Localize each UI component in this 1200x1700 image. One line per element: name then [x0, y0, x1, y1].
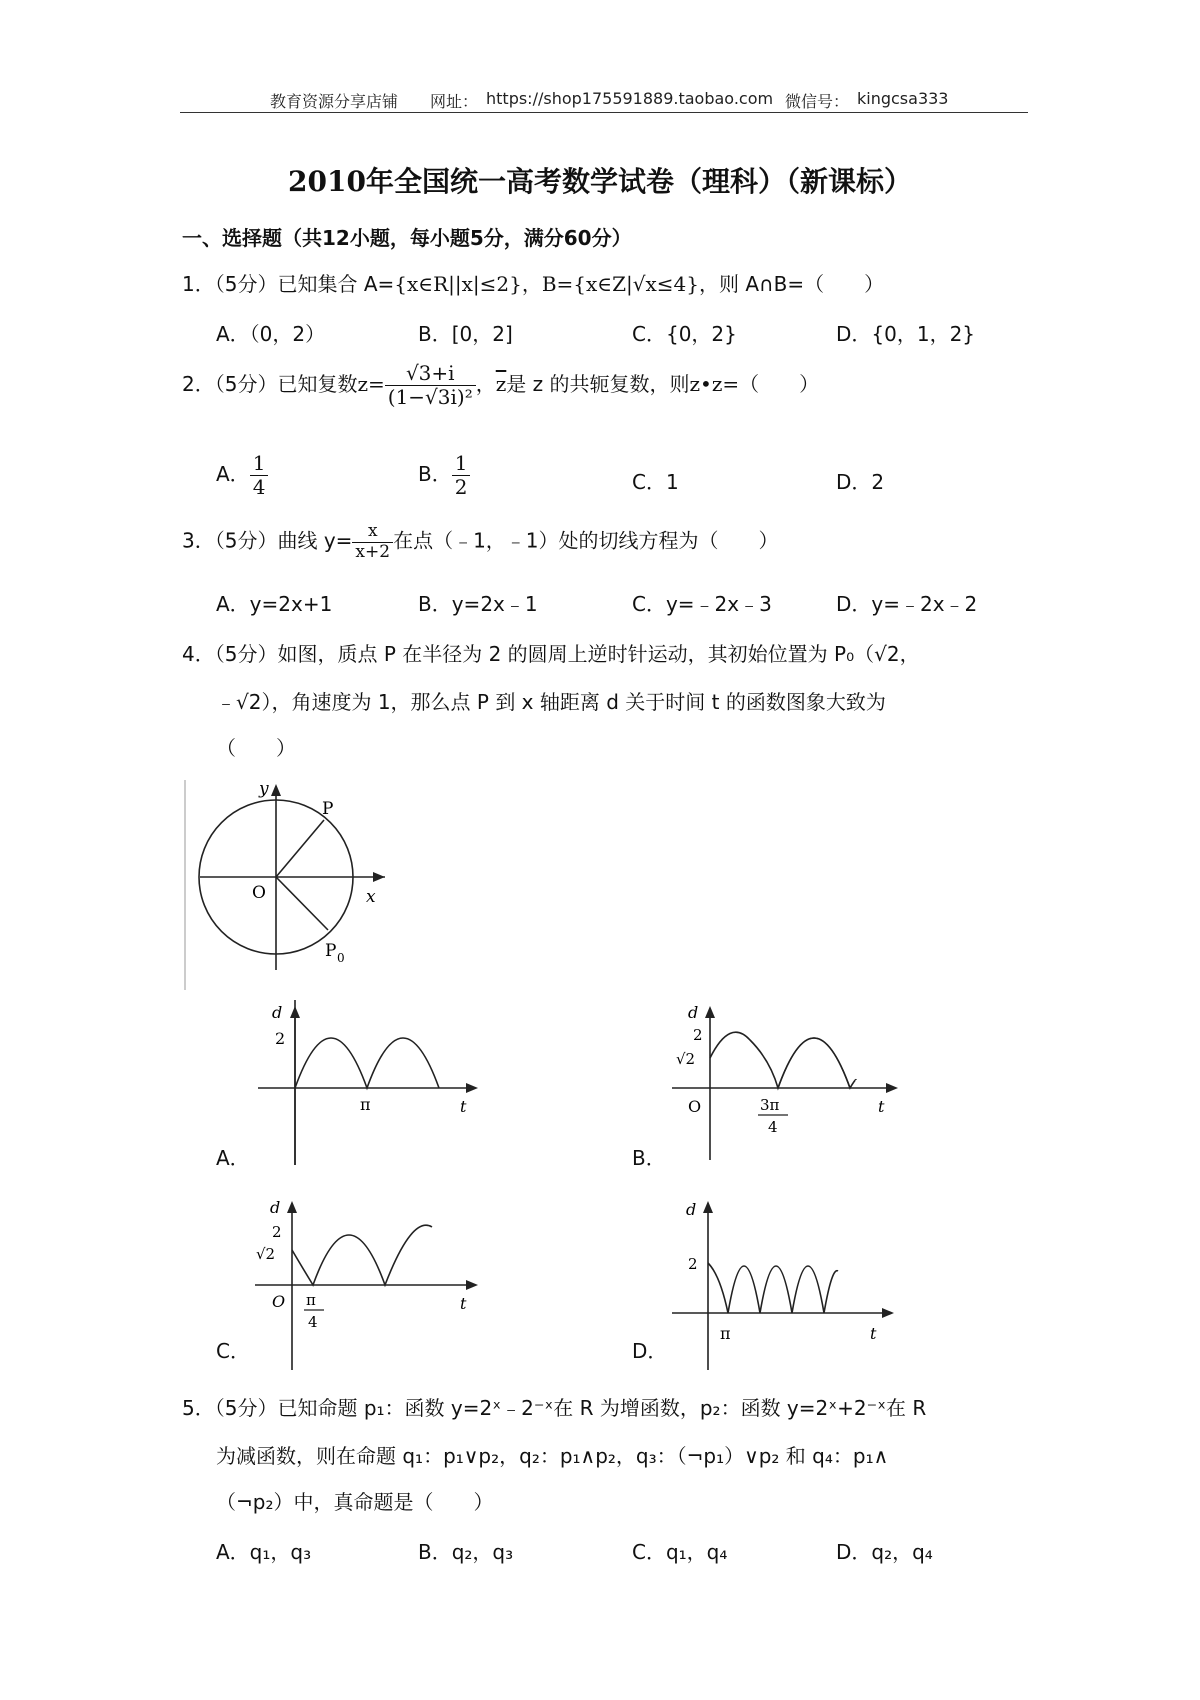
q1-number: 1．: [182, 272, 215, 296]
q2-option-b-fraction: [452, 452, 471, 499]
q3-fraction: [352, 522, 393, 562]
d-label: d: [270, 1198, 281, 1217]
t-axis-arrow-icon: [466, 1083, 478, 1093]
q4-number: 4．: [182, 642, 215, 666]
q4-option-c-letter: C．: [216, 1339, 250, 1363]
q5-score: （5分）: [214, 1396, 278, 1420]
tick-num-label: π: [306, 1291, 316, 1309]
d-label: d: [688, 1003, 699, 1022]
radius-p0: [276, 877, 328, 930]
q4-graph-d: [660, 1195, 910, 1375]
t-axis-arrow-icon: [886, 1083, 898, 1093]
t-label: t: [460, 1294, 467, 1313]
q1-text-b: ，则 A∩B=（ ）: [698, 272, 885, 296]
q2-z-eq: z=: [357, 372, 385, 396]
q1-option-d: D．{0，1，2}: [836, 322, 976, 346]
origin-label: O: [688, 1097, 702, 1116]
q2-product: z•z=: [689, 372, 740, 396]
q4-circle-figure: [180, 780, 410, 990]
q3-text-a: 曲线 y=: [277, 528, 353, 553]
d-curve: [295, 1038, 439, 1088]
d-axis-arrow-icon: [705, 1006, 715, 1018]
x-axis-label: x: [366, 887, 376, 907]
page-title: 2010年全国统一高考数学试卷（理科）（新课标）: [288, 165, 912, 198]
sqrt2-label: √2: [676, 1050, 696, 1068]
two-label: 2: [693, 1026, 703, 1044]
x-axis-arrow-icon: [373, 872, 385, 882]
q5-option-d: D．q₂，q₄: [836, 1540, 933, 1564]
header-wechat-label: 微信号：: [785, 92, 850, 111]
q4-option-b-letter: B．: [632, 1146, 666, 1170]
q2-option-a-den: 4: [252, 475, 266, 499]
q1-sep: ，: [521, 272, 542, 296]
q4-option-d-letter: D．: [632, 1339, 668, 1363]
header-divider: [180, 112, 1028, 113]
t-axis-arrow-icon: [466, 1280, 478, 1290]
q3-frac-den: x+2: [355, 541, 391, 562]
q2-option-a-num: 1: [250, 452, 269, 476]
d-axis-arrow-icon: [287, 1201, 297, 1213]
q2-option-c-letter: C．: [632, 470, 666, 494]
q3-option-d: D．y=﹣2x﹣2: [836, 592, 978, 616]
d-label: d: [686, 1200, 697, 1219]
q2-option-a-letter: A．: [216, 462, 250, 486]
q5-option-a: A．q₁，q₃: [216, 1540, 312, 1564]
q2-option-c-value: 1: [665, 470, 679, 494]
q2-option-c: [632, 466, 679, 495]
q2-option-a: [216, 452, 268, 499]
p-label: P: [322, 799, 334, 819]
q4-line1: 如图，质点 P 在半径为 2 的圆周上逆时针运动，其初始位置为 P₀（√2，: [277, 642, 920, 666]
header-wechat-id: kingcsa333: [857, 89, 949, 108]
d-curve: [292, 1225, 432, 1285]
q3-option-c: C．y=﹣2x﹣3: [632, 592, 772, 616]
q2-option-d-letter: D．: [836, 470, 872, 494]
tick-den-label: 4: [768, 1118, 778, 1136]
q2-text-a: 已知复数: [277, 372, 358, 396]
y-axis-arrow-icon: [271, 784, 281, 796]
q3-text-b: 在点（﹣1，﹣1）处的切线方程为（ ）: [393, 528, 779, 553]
q1-option-a: A．（0，2）: [216, 322, 326, 346]
q5-option-c: C．q₁，q₄: [632, 1540, 728, 1564]
question-5: [182, 1392, 926, 1421]
question-2: [182, 362, 819, 409]
d-label: d: [272, 1003, 283, 1022]
origin-label: O: [252, 883, 266, 903]
q2-fraction: [385, 362, 476, 409]
section-title: 一、选择题（共12小题，每小题5分，满分60分）: [182, 226, 632, 250]
d-axis-arrow-icon: [703, 1201, 713, 1213]
pi-tick-label: π: [360, 1095, 371, 1114]
q2-comma: ，: [475, 372, 496, 396]
q2-text-b: 是 z 的共轭复数，则: [506, 372, 690, 396]
d-curve: [710, 1032, 856, 1088]
q2-frac-den: (1−√3i)²: [387, 385, 473, 409]
q2-option-d-value: 2: [871, 470, 885, 494]
question-1: [182, 268, 884, 297]
t-label: t: [460, 1097, 467, 1116]
two-label: 2: [272, 1223, 282, 1241]
q2-option-d: [836, 466, 884, 495]
q5-number: 5．: [182, 1396, 215, 1420]
q3-option-a: A．y=2x+1: [216, 592, 333, 616]
q5-line3: （¬p₂）中，真命题是（ ）: [216, 1490, 494, 1514]
sqrt2-label: √2: [256, 1245, 276, 1263]
y-axis-label: y: [259, 780, 269, 799]
q2-option-b-num: 1: [452, 452, 471, 476]
q4-score: （5分）: [214, 642, 278, 666]
q2-zbar: $\overline{z}$: [495, 372, 507, 396]
q2-score: （5分）: [214, 372, 278, 396]
header-shop: 教育资源分享店铺: [270, 92, 399, 111]
p0-label: P: [325, 941, 337, 961]
d-curve: [708, 1263, 838, 1313]
q3-score: （5分）: [214, 528, 278, 553]
p0-subscript: 0: [337, 951, 345, 965]
question-4: [182, 638, 920, 667]
d-axis-arrow-icon: [290, 1006, 300, 1018]
q4-graph-b: [660, 1000, 910, 1170]
q5-option-b: B．q₂，q₃: [418, 1540, 514, 1564]
t-label: t: [870, 1324, 877, 1343]
q4-graph-a: [250, 1000, 490, 1170]
pi-tick-label: π: [720, 1324, 731, 1343]
q2-option-a-fraction: [250, 452, 269, 499]
header-site-label: 网址：: [430, 92, 479, 111]
q2-option-b-letter: B．: [418, 462, 452, 486]
q2-number: 2．: [182, 372, 215, 396]
two-label: 2: [688, 1255, 698, 1273]
q4-line2: ﹣√2），角速度为 1，那么点 P 到 x 轴距离 d 关于时间 t 的函数图象大致为: [216, 690, 886, 714]
q4-line3: （ ）: [216, 736, 296, 760]
q2-paren: （ ）: [739, 372, 820, 396]
q3-frac-num: x: [352, 522, 393, 543]
t-label: t: [878, 1097, 885, 1116]
d-curve-second-hump: [778, 1038, 850, 1088]
two-label: 2: [275, 1029, 286, 1048]
question-3: [182, 522, 779, 562]
q4-option-a-letter: A．: [216, 1146, 250, 1170]
q3-option-b: B．y=2x﹣1: [418, 592, 538, 616]
origin-label: O: [272, 1292, 286, 1311]
q4-graph-c: [250, 1195, 490, 1375]
q2-option-b-den: 2: [454, 475, 468, 499]
q1-text-a: 已知集合 A=: [277, 272, 395, 296]
tick-den-label: 4: [308, 1313, 318, 1331]
q5-line2: 为减函数，则在命题 q₁：p₁∨p₂，q₂：p₁∧p₂，q₃：（¬p₁）∨p₂ 和 q₄：p₁∧: [216, 1444, 889, 1468]
q1-option-c: C．{0，2}: [632, 322, 737, 346]
q1-set-a: {x∈R||x|≤2}: [394, 272, 522, 296]
q2-option-b: [418, 452, 470, 499]
t-axis-arrow-icon: [882, 1308, 894, 1318]
q1-score: （5分）: [214, 272, 278, 296]
radius-p: [276, 820, 324, 877]
q5-line1: 已知命题 p₁：函数 y=2ˣ﹣2⁻ˣ在 R 为增函数，p₂：函数 y=2ˣ+2⁻ˣ在 R: [277, 1396, 927, 1420]
q1-option-b: B．[0，2]: [418, 322, 513, 346]
q3-number: 3．: [182, 528, 215, 553]
tick-num-label: 3π: [760, 1096, 780, 1114]
q2-frac-num: √3+i: [385, 362, 476, 386]
header-site-url: https://shop175591889.taobao.com: [486, 89, 774, 108]
q1-set-b: B={x∈Z|√x≤4}: [541, 272, 699, 296]
